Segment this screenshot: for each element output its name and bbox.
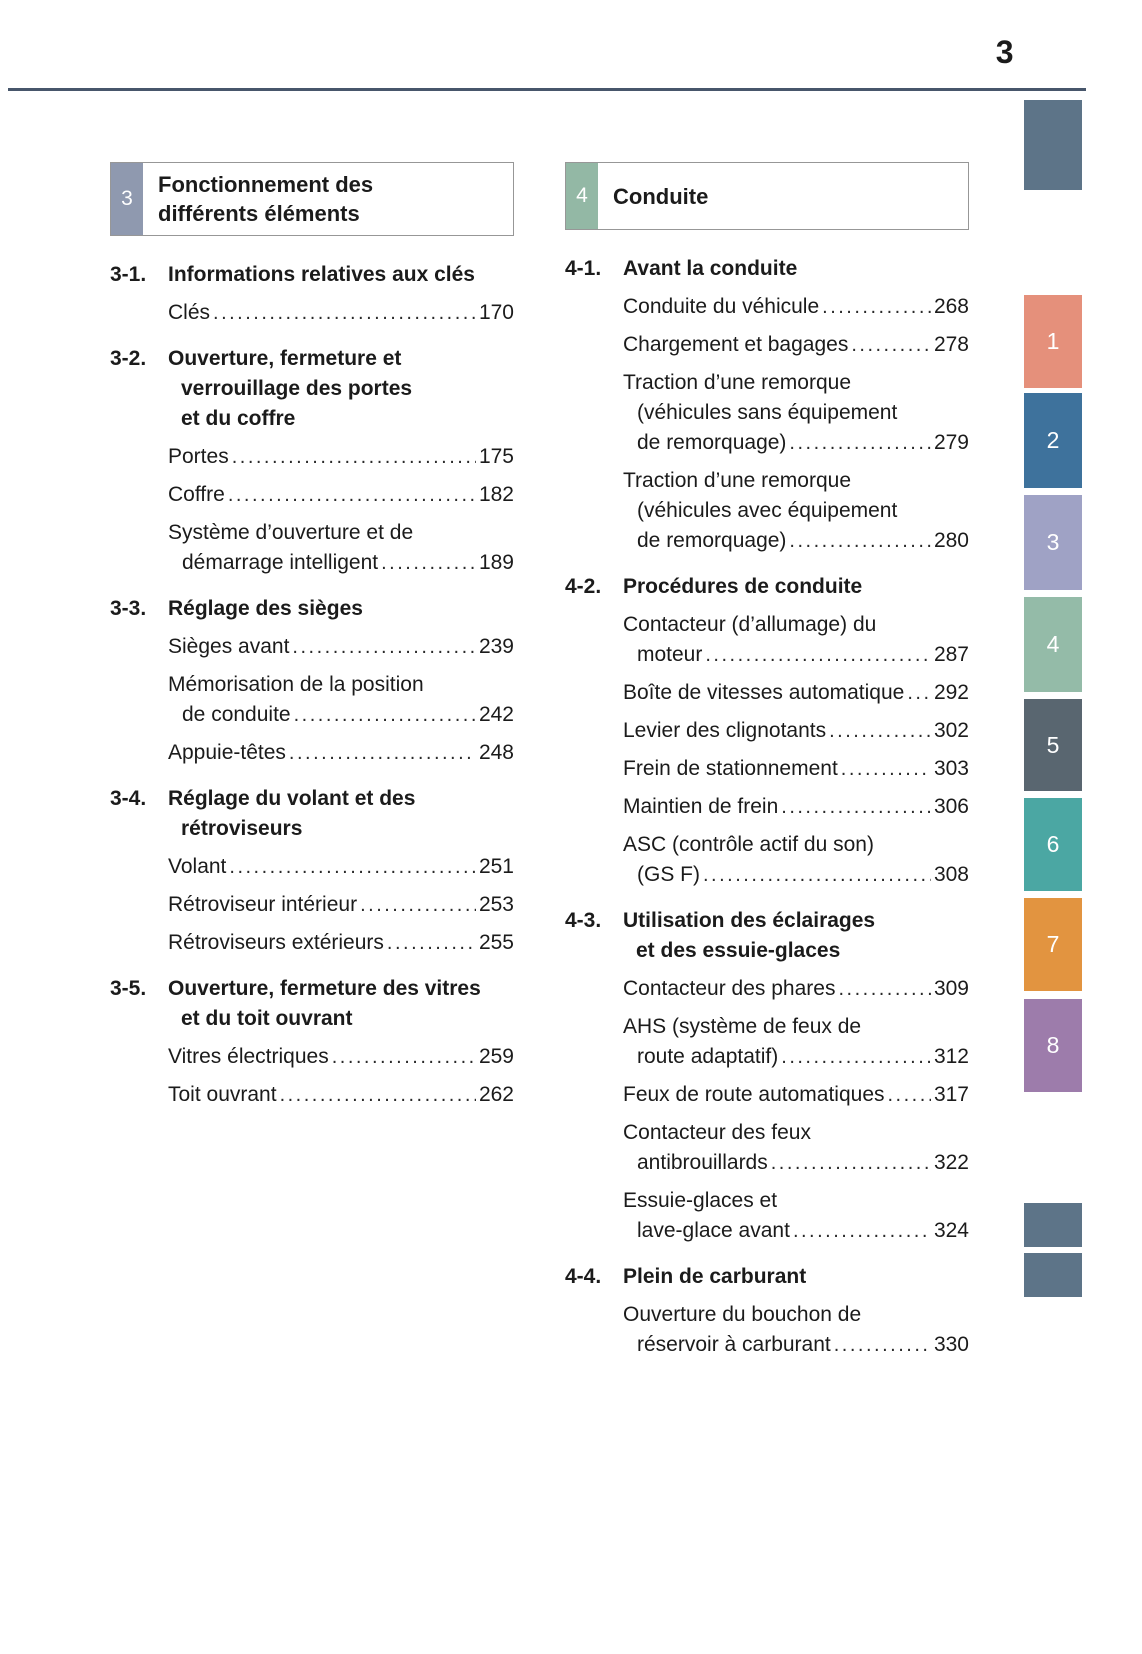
toc-entry-page: 287 [933, 643, 969, 666]
chapter-title [143, 163, 379, 235]
toc-entry-lastline [168, 1042, 514, 1072]
edge-marker-tab [1024, 1203, 1082, 1247]
toc-entry-text: Feux de route automatiques [623, 1083, 885, 1106]
toc-group-title-line: Réglage des sièges [168, 597, 363, 620]
toc-entry-lastline [623, 974, 969, 1004]
chapter-title-line: différents éléments [158, 201, 360, 226]
toc-group-title [623, 1262, 969, 1292]
dot-leader [789, 428, 931, 458]
toc-group-title-line: Utilisation des éclairages [623, 909, 876, 932]
chapter-number-badge: 4 [566, 163, 598, 229]
toc-group [565, 254, 969, 556]
chapter-tab-8: 8 [1024, 999, 1082, 1092]
chapter-tab-2: 2 [1024, 393, 1082, 488]
toc-column-right [565, 162, 969, 1360]
toc-entry-lastline [623, 1042, 969, 1072]
toc-entry [110, 738, 514, 768]
toc-entry-lastline [623, 292, 969, 322]
toc-entry-lastline [168, 700, 514, 730]
edge-marker-tab [1024, 1253, 1082, 1297]
toc-group-heading [565, 906, 969, 966]
toc-entry-text: Vitres électriques [168, 1045, 329, 1068]
toc-entry-lastline [168, 632, 514, 662]
toc-entry [565, 466, 969, 556]
toc-entry-text: (GS F) [637, 863, 700, 886]
toc-entry-lastline [623, 716, 969, 746]
toc-entry-text: Portes [168, 445, 229, 468]
toc-group-heading [110, 974, 514, 1034]
dot-leader [822, 292, 931, 322]
toc-entry-page: 268 [933, 295, 969, 318]
toc-entry [110, 518, 514, 578]
toc-group-title [168, 784, 514, 844]
toc-entry-text: Conduite du véhicule [623, 295, 820, 318]
toc-entry-lastline [168, 852, 514, 882]
toc-entry [110, 1042, 514, 1072]
chapter-title [598, 163, 714, 229]
dot-leader [907, 678, 931, 708]
toc-entry-page: 189 [478, 551, 514, 574]
toc-entry-lastline [623, 640, 969, 670]
toc-group-title [623, 254, 969, 284]
toc-entry-lastline [168, 928, 514, 958]
toc-entry-lastline [623, 1330, 969, 1360]
toc-entry-page: 170 [478, 301, 514, 324]
toc-entry-lastline [168, 442, 514, 472]
toc-group-number: 3-3. [110, 597, 147, 620]
toc-entry-page: 255 [478, 931, 514, 954]
toc-group [110, 344, 514, 578]
dot-leader [332, 1042, 476, 1072]
toc-entry-line: Système d’ouverture et de [168, 521, 414, 544]
toc-entry [565, 1080, 969, 1110]
dot-leader [793, 1216, 931, 1246]
dot-leader [229, 852, 476, 882]
toc-entry [565, 330, 969, 360]
toc-entry-page: 330 [933, 1333, 969, 1356]
toc-entry-lastline [168, 548, 514, 578]
toc-group-title [623, 906, 969, 966]
toc-entry-lastline [623, 1148, 969, 1178]
dot-leader [360, 890, 476, 920]
toc-entry [565, 792, 969, 822]
chapter-tab-strip [1024, 0, 1082, 1654]
toc-entry-line: Traction d’une remorque [623, 469, 852, 492]
toc-group-title-line: Ouverture, fermeture et [168, 347, 402, 370]
toc-entry-page: 248 [478, 741, 514, 764]
header-rule [8, 88, 1086, 91]
chapter-tab-6: 6 [1024, 798, 1082, 891]
toc-entry-line: Essuie-glaces et [623, 1189, 778, 1212]
toc-entry-text: Maintien de frein [623, 795, 779, 818]
toc-entry-line: (véhicules avec équipement [637, 499, 898, 522]
dot-leader [771, 1148, 931, 1178]
toc-entry-lastline [168, 298, 514, 328]
toc-entry-text: de remorquage) [637, 431, 787, 454]
toc-group [110, 594, 514, 768]
toc-entry-page: 322 [933, 1151, 969, 1174]
toc-group [565, 1262, 969, 1360]
toc-entry [565, 1118, 969, 1178]
chapter-tab-1: 1 [1024, 295, 1082, 388]
toc-group-title-line: et du coffre [181, 407, 296, 430]
toc-entry-page: 242 [478, 703, 514, 726]
toc-group-heading [110, 260, 514, 290]
toc-entry-lastline [168, 738, 514, 768]
toc-entry [110, 632, 514, 662]
toc-entry [565, 1186, 969, 1246]
dot-leader [387, 928, 476, 958]
toc-group-number: 4-1. [565, 257, 602, 280]
toc-entry [110, 1080, 514, 1110]
toc-group-title [623, 572, 969, 602]
toc-entry-line: (véhicules sans équipement [637, 401, 898, 424]
edge-marker-tab [1024, 100, 1082, 190]
toc-entry [565, 1012, 969, 1072]
toc-entry-lastline [168, 890, 514, 920]
toc-entry-lastline [623, 428, 969, 458]
toc-entry-line: Contacteur (d’allumage) du [623, 613, 877, 636]
toc-group-heading [110, 784, 514, 844]
toc-entry-page: 317 [933, 1083, 969, 1106]
toc-entry-text: démarrage intelligent [182, 551, 379, 574]
toc-group-title-line: et des essuie-glaces [636, 939, 841, 962]
toc-entry [565, 754, 969, 784]
toc-group [110, 260, 514, 328]
toc-entry-page: 279 [933, 431, 969, 454]
chapter-header [565, 162, 969, 230]
toc-entry-page: 303 [933, 757, 969, 780]
toc-entry [565, 292, 969, 322]
toc-entry-text: de conduite [182, 703, 291, 726]
chapter-title-line: Conduite [613, 183, 709, 209]
toc-entry-page: 262 [478, 1083, 514, 1106]
toc-entry-page: 251 [478, 855, 514, 878]
toc-entry-lastline [623, 1080, 969, 1110]
toc-entry-lastline [623, 526, 969, 556]
dot-leader [789, 526, 931, 556]
toc-entry-page: 309 [933, 977, 969, 1000]
toc-entry-lastline [623, 792, 969, 822]
toc-entry-line: Ouverture du bouchon de [623, 1303, 862, 1326]
toc-entry-line: ASC (contrôle actif du son) [623, 833, 874, 856]
toc-entry-text: lave-glace avant [637, 1219, 790, 1242]
chapter-tab-3: 3 [1024, 495, 1082, 590]
toc-group [110, 784, 514, 958]
toc-entry-text: Boîte de vitesses automatique [623, 681, 905, 704]
chapter-tab-7: 7 [1024, 898, 1082, 991]
dot-leader [841, 754, 931, 784]
toc-entry [565, 368, 969, 458]
dot-leader [292, 632, 476, 662]
toc-entry-text: Coffre [168, 483, 225, 506]
toc-group-heading [565, 572, 969, 602]
toc-entry-text: moteur [637, 643, 703, 666]
toc-entry [110, 480, 514, 510]
toc-entry-text: route adaptatif) [637, 1045, 779, 1068]
dot-leader [829, 716, 931, 746]
toc-entry-text: Frein de stationnement [623, 757, 838, 780]
toc-entry-lastline [623, 330, 969, 360]
toc-entry-lastline [623, 860, 969, 890]
dot-leader [838, 974, 930, 1004]
toc-entry-lastline [623, 1216, 969, 1246]
dot-leader [703, 860, 931, 890]
toc-group-number: 3-4. [110, 787, 147, 810]
toc-entry [110, 928, 514, 958]
toc-entry [565, 974, 969, 1004]
toc-group-title [168, 594, 514, 624]
toc-group-number: 3-1. [110, 263, 147, 286]
dot-leader [834, 1330, 931, 1360]
toc-entry-line: Traction d’une remorque [623, 371, 852, 394]
dot-leader [888, 1080, 931, 1110]
dot-leader [289, 738, 476, 768]
dot-leader [781, 1042, 931, 1072]
toc-entry-text: Rétroviseur intérieur [168, 893, 358, 916]
toc-entry-page: 302 [933, 719, 969, 742]
chapter-tab-4: 4 [1024, 597, 1082, 692]
toc-group-title-line: Informations relatives aux clés [168, 263, 475, 286]
toc-entry-page: 278 [933, 333, 969, 356]
dot-leader [381, 548, 476, 578]
toc-entry [565, 678, 969, 708]
toc-entry [110, 670, 514, 730]
toc-group-heading [110, 344, 514, 434]
toc-group-title [168, 974, 514, 1034]
toc-group-title-line: Procédures de conduite [623, 575, 863, 598]
dot-leader [232, 442, 476, 472]
toc-entry-text: Chargement et bagages [623, 333, 849, 356]
toc-entry-page: 306 [933, 795, 969, 818]
toc-entry-text: Clés [168, 301, 211, 324]
toc-entry-lastline [623, 678, 969, 708]
toc-entry [110, 298, 514, 328]
toc-entry-text: Rétroviseurs extérieurs [168, 931, 384, 954]
toc-entry-text: réservoir à carburant [637, 1333, 831, 1356]
toc-entry-page: 239 [478, 635, 514, 658]
toc-group-title-line: verrouillage des portes [181, 377, 413, 400]
toc-entry-page: 324 [933, 1219, 969, 1242]
toc-entry [565, 1300, 969, 1360]
toc-entry-page: 312 [933, 1045, 969, 1068]
toc-entry-text: antibrouillards [637, 1151, 768, 1174]
toc-entry-page: 280 [933, 529, 969, 552]
toc-group-number: 3-2. [110, 347, 147, 370]
toc-entry [565, 610, 969, 670]
toc-entry-lastline [168, 1080, 514, 1110]
dot-leader [781, 792, 931, 822]
toc-entry-text: Toit ouvrant [168, 1083, 277, 1106]
dot-leader [851, 330, 931, 360]
toc-entry [110, 890, 514, 920]
toc-entry-text: de remorquage) [637, 529, 787, 552]
dot-leader [228, 480, 476, 510]
toc-group-heading [565, 1262, 969, 1292]
toc-group [565, 572, 969, 890]
toc-entry-page: 253 [478, 893, 514, 916]
toc-entry-page: 292 [933, 681, 969, 704]
toc-entry-line: Contacteur des feux [623, 1121, 811, 1144]
toc-entry-lastline [168, 480, 514, 510]
toc-group-number: 3-5. [110, 977, 147, 1000]
toc-group-number: 4-3. [565, 909, 602, 932]
toc-group [110, 974, 514, 1110]
chapter-header [110, 162, 514, 236]
toc-entry-line: Mémorisation de la position [168, 673, 424, 696]
toc-entry-text: Volant [168, 855, 227, 878]
toc-entry-page: 175 [478, 445, 514, 468]
toc-entry [110, 442, 514, 472]
toc-group-heading [110, 594, 514, 624]
toc-group-title [168, 260, 514, 290]
dot-leader [213, 298, 476, 328]
toc-group-title-line: Ouverture, fermeture des vitres [168, 977, 481, 1000]
toc-group-number: 4-4. [565, 1265, 602, 1288]
toc-group-heading [565, 254, 969, 284]
toc-group-title [168, 344, 514, 434]
toc-entry-page: 182 [478, 483, 514, 506]
toc-group-title-line: Avant la conduite [623, 257, 798, 280]
page-number: 3 [995, 34, 1014, 70]
toc-group-title-line: et du toit ouvrant [181, 1007, 353, 1030]
dot-leader [280, 1080, 476, 1110]
toc-entry-text: Sièges avant [168, 635, 290, 658]
toc-group-number: 4-2. [565, 575, 602, 598]
toc-entry-text: Levier des clignotants [623, 719, 827, 742]
toc-entry-line: AHS (système de feux de [623, 1015, 862, 1038]
toc-entry-text: Appuie-têtes [168, 741, 286, 764]
toc-entry-page: 259 [478, 1045, 514, 1068]
toc-group-title-line: rétroviseurs [181, 817, 303, 840]
dot-leader [705, 640, 931, 670]
chapter-tab-5: 5 [1024, 699, 1082, 791]
toc-entry [565, 830, 969, 890]
toc-entry [565, 716, 969, 746]
chapter-number-badge: 3 [111, 163, 143, 235]
toc-column-left [110, 162, 514, 1110]
toc-group-title-line: Réglage du volant et des [168, 787, 416, 810]
chapter-title-line: Fonctionnement des [158, 172, 374, 197]
toc-entry-lastline [623, 754, 969, 784]
dot-leader [294, 700, 476, 730]
toc-entry-page: 308 [933, 863, 969, 886]
toc-group [565, 906, 969, 1246]
toc-entry [110, 852, 514, 882]
toc-group-title-line: Plein de carburant [623, 1265, 807, 1288]
toc-entry-text: Contacteur des phares [623, 977, 836, 1000]
